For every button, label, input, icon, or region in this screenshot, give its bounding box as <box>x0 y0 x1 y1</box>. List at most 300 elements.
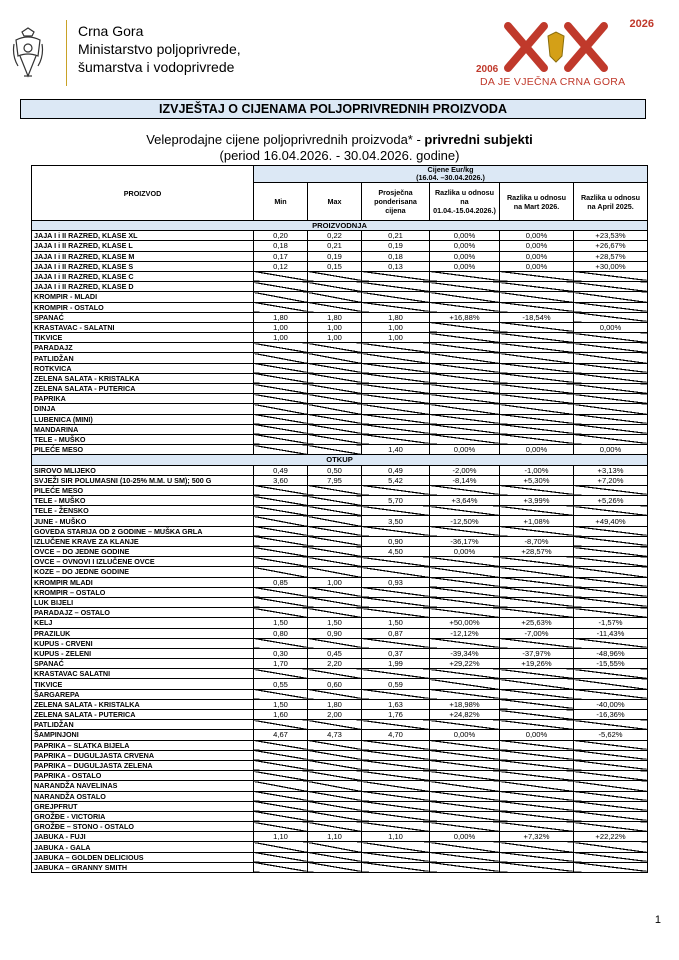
value-cell: 3,50 <box>362 516 430 526</box>
anniversary-logo: 2026 2006 DA JE VJEČNA CRNA GORA <box>476 18 654 88</box>
value-cell: -12,12% <box>430 628 500 638</box>
value-cell: 1,50 <box>362 618 430 628</box>
product-name: SVJEŽI SIR POLUMASNI (10-25% M.M. U SM); 500 G <box>32 475 254 485</box>
empty-cell <box>430 373 500 383</box>
table-row <box>32 322 648 332</box>
col-prices-group: Cijene Eur/kg (16.04. –30.04.2026.) <box>254 166 648 183</box>
empty-cell <box>430 394 500 404</box>
empty-cell <box>308 424 362 434</box>
empty-cell <box>254 822 308 832</box>
empty-cell <box>308 669 362 679</box>
product-name: KRASTAVAC - SALATNI <box>32 322 254 332</box>
empty-cell <box>500 292 574 302</box>
price-table <box>31 165 648 873</box>
empty-cell <box>362 567 430 577</box>
product-name: JABUKA – GOLDEN DELICIOUS <box>32 852 254 862</box>
value-cell: +18,98% <box>430 699 500 709</box>
empty-cell <box>308 302 362 312</box>
value-cell: +28,57% <box>500 547 574 557</box>
value-cell: 1,00 <box>254 333 308 343</box>
empty-cell <box>430 597 500 607</box>
product-name: TELE - ŽENSKO <box>32 506 254 516</box>
value-cell: 1,70 <box>254 659 308 669</box>
value-cell: 1,80 <box>254 312 308 322</box>
empty-cell <box>430 781 500 791</box>
empty-cell <box>308 434 362 444</box>
value-cell: +7,32% <box>500 832 574 842</box>
value-cell: -48,96% <box>574 648 648 658</box>
value-cell: 0,00% <box>430 832 500 842</box>
report-subtitle: Veleprodajne cijene poljoprivrednih proizvoda* - privredni subjekti <box>146 132 533 147</box>
table-row <box>32 608 648 618</box>
value-cell: +16,88% <box>430 312 500 322</box>
empty-cell <box>308 791 362 801</box>
value-cell: -39,34% <box>430 648 500 658</box>
section-header <box>32 221 648 231</box>
product-name: IZLUČENE KRAVE ZA KLANJE <box>32 536 254 546</box>
product-name: SIROVO MLIJEKO <box>32 465 254 475</box>
empty-cell <box>500 781 574 791</box>
product-name: JABUKA - FUJI <box>32 832 254 842</box>
empty-cell <box>308 822 362 832</box>
table-row <box>32 659 648 669</box>
empty-cell <box>308 271 362 281</box>
empty-cell <box>430 343 500 353</box>
col-max: Max <box>308 183 362 221</box>
value-cell: 3,60 <box>254 475 308 485</box>
table-row <box>32 373 648 383</box>
empty-cell <box>254 445 308 455</box>
empty-cell <box>500 689 574 699</box>
value-cell: +5,26% <box>574 496 648 506</box>
product-name: TELE - MUŠKO <box>32 434 254 444</box>
empty-cell <box>254 363 308 373</box>
empty-cell <box>254 506 308 516</box>
empty-cell <box>362 862 430 872</box>
value-cell: 0,00% <box>430 445 500 455</box>
empty-cell <box>254 434 308 444</box>
price-table-body <box>32 221 648 873</box>
value-cell: +28,57% <box>574 251 648 261</box>
empty-cell <box>308 414 362 424</box>
empty-cell <box>500 333 574 343</box>
empty-cell <box>574 689 648 699</box>
product-name: MANDARINA <box>32 424 254 434</box>
empty-cell <box>308 638 362 648</box>
value-cell: 0,49 <box>254 465 308 475</box>
table-row <box>32 475 648 485</box>
value-cell: 1,80 <box>308 699 362 709</box>
value-cell: 2,00 <box>308 710 362 720</box>
empty-cell <box>500 587 574 597</box>
table-row <box>32 618 648 628</box>
product-name: JABUKA - GALA <box>32 842 254 852</box>
value-cell: 0,90 <box>308 628 362 638</box>
empty-cell <box>362 771 430 781</box>
empty-cell <box>362 271 430 281</box>
empty-cell <box>254 801 308 811</box>
empty-cell <box>362 282 430 292</box>
empty-cell <box>362 485 430 495</box>
empty-cell <box>500 506 574 516</box>
empty-cell <box>254 485 308 495</box>
table-row <box>32 241 648 251</box>
empty-cell <box>500 608 574 618</box>
empty-cell <box>308 587 362 597</box>
table-row <box>32 465 648 475</box>
table-row <box>32 679 648 689</box>
value-cell: 0,00% <box>500 231 574 241</box>
empty-cell <box>574 811 648 821</box>
value-cell: 7,95 <box>308 475 362 485</box>
table-row <box>32 852 648 862</box>
product-name: PAPRIKA – SLATKA BIJELA <box>32 740 254 750</box>
empty-cell <box>254 404 308 414</box>
report-title: IZVJEŠTAJ O CIJENAMA POLJOPRIVREDNIH PROIZVODA <box>20 99 646 119</box>
product-name: KROMPIR – OSTALO <box>32 587 254 597</box>
empty-cell <box>430 760 500 770</box>
empty-cell <box>574 669 648 679</box>
value-cell: 4,50 <box>362 547 430 557</box>
product-name: JAJA I i II RAZRED, KLASE S <box>32 261 254 271</box>
value-cell: -16,36% <box>574 710 648 720</box>
empty-cell <box>574 862 648 872</box>
empty-cell <box>362 791 430 801</box>
empty-cell <box>254 424 308 434</box>
product-name: KUPUS - CRVENI <box>32 638 254 648</box>
product-name: JAJA I i II RAZRED, KLASE XL <box>32 231 254 241</box>
empty-cell <box>500 485 574 495</box>
value-cell: 0,00% <box>500 261 574 271</box>
empty-cell <box>500 710 574 720</box>
product-name: GROŽĐE – STONO - OSTALO <box>32 822 254 832</box>
empty-cell <box>574 536 648 546</box>
empty-cell <box>574 822 648 832</box>
table-row <box>32 506 648 516</box>
empty-cell <box>362 597 430 607</box>
product-name: KELJ <box>32 618 254 628</box>
empty-cell <box>308 760 362 770</box>
value-cell: 0,13 <box>362 261 430 271</box>
value-cell: 0,37 <box>362 648 430 658</box>
product-name: KRASTAVAC SALATNI <box>32 669 254 679</box>
table-row <box>32 282 648 292</box>
empty-cell <box>430 811 500 821</box>
table-row <box>32 710 648 720</box>
value-cell: +5,30% <box>500 475 574 485</box>
value-cell: 0,30 <box>254 648 308 658</box>
table-row <box>32 271 648 281</box>
empty-cell <box>362 608 430 618</box>
empty-cell <box>574 852 648 862</box>
empty-cell <box>254 608 308 618</box>
empty-cell <box>574 842 648 852</box>
empty-cell <box>254 536 308 546</box>
value-cell: 1,80 <box>308 312 362 322</box>
empty-cell <box>254 720 308 730</box>
empty-cell <box>362 414 430 424</box>
empty-cell <box>254 760 308 770</box>
value-cell: 0,59 <box>362 679 430 689</box>
value-cell: 0,93 <box>362 577 430 587</box>
value-cell: 0,85 <box>254 577 308 587</box>
empty-cell <box>362 302 430 312</box>
empty-cell <box>308 353 362 363</box>
product-name: PATLIDŽAN <box>32 720 254 730</box>
empty-cell <box>430 567 500 577</box>
empty-cell <box>308 394 362 404</box>
empty-cell <box>500 343 574 353</box>
value-cell: 0,21 <box>308 241 362 251</box>
empty-cell <box>254 862 308 872</box>
empty-cell <box>500 597 574 607</box>
value-cell: +29,22% <box>430 659 500 669</box>
value-cell: 0,19 <box>308 251 362 261</box>
empty-cell <box>430 485 500 495</box>
table-row <box>32 445 648 455</box>
table-row <box>32 302 648 312</box>
empty-cell <box>308 852 362 862</box>
empty-cell <box>574 597 648 607</box>
table-row <box>32 832 648 842</box>
empty-cell <box>308 720 362 730</box>
table-row <box>32 384 648 394</box>
empty-cell <box>500 577 574 587</box>
empty-cell <box>574 567 648 577</box>
empty-cell <box>254 669 308 679</box>
col-diff-prev: Razlika u odnosu na 01.04.-15.04.2026.) <box>430 183 500 221</box>
product-name: LUBENICA (MINI) <box>32 414 254 424</box>
value-cell: 4,70 <box>362 730 430 740</box>
empty-cell <box>430 414 500 424</box>
empty-cell <box>574 750 648 760</box>
value-cell: 0,00% <box>500 241 574 251</box>
value-cell: +25,63% <box>500 618 574 628</box>
empty-cell <box>574 547 648 557</box>
table-row <box>32 781 648 791</box>
table-row <box>32 648 648 658</box>
table-row <box>32 720 648 730</box>
table-row <box>32 567 648 577</box>
empty-cell <box>362 343 430 353</box>
header-divider <box>66 20 67 86</box>
empty-cell <box>574 424 648 434</box>
empty-cell <box>500 842 574 852</box>
value-cell: 0,17 <box>254 251 308 261</box>
empty-cell <box>430 322 500 332</box>
value-cell: +3,64% <box>430 496 500 506</box>
empty-cell <box>430 587 500 597</box>
empty-cell <box>254 852 308 862</box>
value-cell: 0,15 <box>308 261 362 271</box>
empty-cell <box>308 547 362 557</box>
product-name: GREJPFRUT <box>32 801 254 811</box>
value-cell: +30,00% <box>574 261 648 271</box>
empty-cell <box>500 384 574 394</box>
value-cell: +24,82% <box>430 710 500 720</box>
value-cell: 0,00% <box>430 547 500 557</box>
empty-cell <box>430 750 500 760</box>
empty-cell <box>574 526 648 536</box>
empty-cell <box>254 526 308 536</box>
value-cell: 1,00 <box>308 322 362 332</box>
table-row <box>32 363 648 373</box>
empty-cell <box>362 750 430 760</box>
empty-cell <box>308 404 362 414</box>
table-row <box>32 587 648 597</box>
section-title: PROIZVODNJA <box>32 221 648 231</box>
value-cell: 1,00 <box>362 322 430 332</box>
product-name: KUPUS - ZELENI <box>32 648 254 658</box>
table-row <box>32 292 648 302</box>
empty-cell <box>254 557 308 567</box>
value-cell: +50,00% <box>430 618 500 628</box>
empty-cell <box>500 302 574 312</box>
empty-cell <box>254 547 308 557</box>
value-cell: -36,17% <box>430 536 500 546</box>
empty-cell <box>574 760 648 770</box>
empty-cell <box>308 343 362 353</box>
value-cell: 0,87 <box>362 628 430 638</box>
empty-cell <box>254 394 308 404</box>
value-cell: -40,00% <box>574 699 648 709</box>
product-name: ZELENA SALATA - KRISTALKA <box>32 699 254 709</box>
empty-cell <box>254 750 308 760</box>
table-row <box>32 557 648 567</box>
table-row <box>32 251 648 261</box>
product-name: PAPRIKA - OSTALO <box>32 771 254 781</box>
empty-cell <box>574 587 648 597</box>
empty-cell <box>500 424 574 434</box>
section-header <box>32 455 648 465</box>
product-name: JAJA I i II RAZRED, KLASE L <box>32 241 254 251</box>
table-row <box>32 536 648 546</box>
empty-cell <box>254 373 308 383</box>
section-title: OTKUP <box>32 455 648 465</box>
empty-cell <box>308 862 362 872</box>
col-avg: Prosječna ponderisana cijena <box>362 183 430 221</box>
empty-cell <box>308 282 362 292</box>
empty-cell <box>308 781 362 791</box>
empty-cell <box>500 353 574 363</box>
value-cell: +3,13% <box>574 465 648 475</box>
product-name: SPANAĆ <box>32 312 254 322</box>
table-row <box>32 261 648 271</box>
empty-cell <box>362 811 430 821</box>
value-cell: -1,57% <box>574 618 648 628</box>
product-name: PATLIDŽAN <box>32 353 254 363</box>
table-row <box>32 801 648 811</box>
empty-cell <box>500 434 574 444</box>
value-cell: 0,80 <box>254 628 308 638</box>
empty-cell <box>574 333 648 343</box>
empty-cell <box>500 322 574 332</box>
empty-cell <box>574 801 648 811</box>
empty-cell <box>430 292 500 302</box>
value-cell: 1,60 <box>254 710 308 720</box>
empty-cell <box>500 557 574 567</box>
empty-cell <box>574 384 648 394</box>
empty-cell <box>254 271 308 281</box>
product-name: ROTKVICA <box>32 363 254 373</box>
value-cell: 2,20 <box>308 659 362 669</box>
empty-cell <box>308 516 362 526</box>
empty-cell <box>254 353 308 363</box>
empty-cell <box>574 557 648 567</box>
product-name: JAJA I i II RAZRED, KLASE D <box>32 282 254 292</box>
empty-cell <box>500 271 574 281</box>
empty-cell <box>500 699 574 709</box>
empty-cell <box>430 791 500 801</box>
empty-cell <box>430 801 500 811</box>
empty-cell <box>574 434 648 444</box>
product-name: KROMPIR MLADI <box>32 577 254 587</box>
table-row <box>32 669 648 679</box>
empty-cell <box>362 842 430 852</box>
empty-cell <box>308 597 362 607</box>
table-row <box>32 862 648 872</box>
table-row <box>32 547 648 557</box>
empty-cell <box>500 638 574 648</box>
empty-cell <box>430 842 500 852</box>
table-row <box>32 526 648 536</box>
empty-cell <box>500 801 574 811</box>
empty-cell <box>254 343 308 353</box>
empty-cell <box>500 720 574 730</box>
value-cell: 0,00% <box>500 251 574 261</box>
product-name: ZELENA SALATA - KRISTALKA <box>32 373 254 383</box>
empty-cell <box>308 445 362 455</box>
value-cell: 1,50 <box>308 618 362 628</box>
value-cell: 0,00% <box>430 231 500 241</box>
empty-cell <box>362 801 430 811</box>
product-name: PRAZILUK <box>32 628 254 638</box>
table-row <box>32 771 648 781</box>
value-cell: 1,00 <box>254 322 308 332</box>
empty-cell <box>308 750 362 760</box>
value-cell: +26,67% <box>574 241 648 251</box>
empty-cell <box>362 740 430 750</box>
product-name: LUK BIJELI <box>32 597 254 607</box>
product-name: TIKVICE <box>32 333 254 343</box>
value-cell: -8,70% <box>500 536 574 546</box>
empty-cell <box>574 740 648 750</box>
empty-cell <box>430 302 500 312</box>
product-name: PARADAJZ <box>32 343 254 353</box>
product-name: PAPRIKA – DUGULJASTA CRVENA <box>32 750 254 760</box>
empty-cell <box>308 740 362 750</box>
table-row <box>32 424 648 434</box>
ministry-name: Crna Gora Ministarstvo poljoprivrede, šumarstva i vodoprivrede <box>78 23 241 75</box>
empty-cell <box>500 679 574 689</box>
empty-cell <box>308 842 362 852</box>
empty-cell <box>574 608 648 618</box>
empty-cell <box>574 485 648 495</box>
product-name: TELE - MUŠKO <box>32 496 254 506</box>
product-name: NARANDŽA OSTALO <box>32 791 254 801</box>
value-cell: -5,62% <box>574 730 648 740</box>
value-cell: -7,00% <box>500 628 574 638</box>
table-row <box>32 231 648 241</box>
col-product: PROIZVOD <box>32 166 254 221</box>
empty-cell <box>254 282 308 292</box>
value-cell: 0,50 <box>308 465 362 475</box>
product-name: KOZE – DO JEDNE GODINE <box>32 567 254 577</box>
product-name: JUNE - MUŠKO <box>32 516 254 526</box>
product-name: NARANDŽA NAVELINAS <box>32 781 254 791</box>
empty-cell <box>254 771 308 781</box>
product-name: ŠAMPINJONI <box>32 730 254 740</box>
